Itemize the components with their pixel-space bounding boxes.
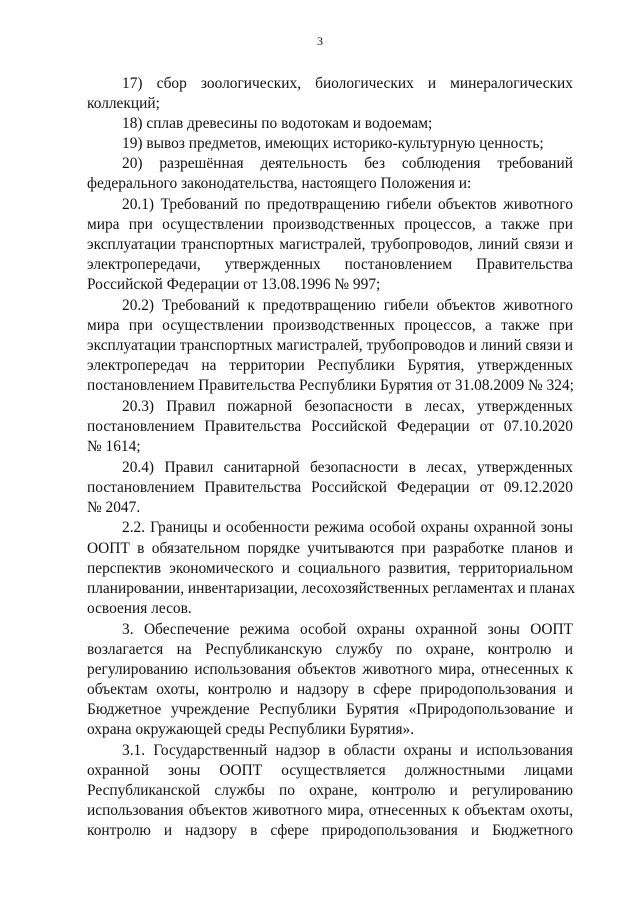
text-line: 20.2) Требований к предотвращению гибели объектов животного bbox=[122, 297, 573, 314]
text-line: 3.1. Государственный надзор в области охраны и использования bbox=[122, 742, 573, 759]
text-line: № 2047. bbox=[87, 499, 141, 516]
text-line: эксплуатации транспортных магистралей, трубопроводов, линий связи и bbox=[87, 236, 573, 253]
text-line: мира при осуществлении производственных процессов, а также при bbox=[87, 317, 573, 334]
text-line: электропередач на территории Республики Бурятия, утвержденных bbox=[87, 357, 573, 374]
text-line: постановлением Правительства Российской Федерации от 07.10.2020 bbox=[87, 418, 573, 435]
text-line: 20) разрешённая деятельность без соблюдения требований bbox=[122, 155, 573, 172]
text-line: 20.1) Требований по предотвращению гибели объектов животного bbox=[122, 196, 573, 213]
text-line: мира при осуществлении производственных процессов, а также при bbox=[87, 216, 573, 233]
text-line: Бюджетное учреждение Республики Бурятия «Природопользование и bbox=[87, 701, 573, 718]
text-line: федерального законодательства, настоящего Положения и: bbox=[87, 175, 472, 192]
text-line: регулированию использования объектов животного мира, отнесенных к bbox=[87, 661, 573, 678]
text-line: 20.3) Правил пожарной безопасности в лесах, утвержденных bbox=[122, 398, 573, 415]
page-number: 3 bbox=[317, 34, 323, 48]
text-line: планировании, инвентаризации, лесохозяйственных регламентах и планах bbox=[87, 580, 576, 597]
text-line: охрана окружающей среды Республики Бурятия». bbox=[87, 721, 415, 738]
text-line: постановлением Правительства Российской Федерации от 09.12.2020 bbox=[87, 479, 573, 496]
text-line: 3. Обеспечение режима особой охраны охранной зоны ООПТ bbox=[122, 621, 573, 638]
text-line: контролю и надзору в сфере природопользования и Бюджетного bbox=[87, 822, 573, 839]
text-line: 18) сплав древесины по водотокам и водоемам; bbox=[122, 115, 433, 132]
text-line: 19) вывоз предметов, имеющих историко-культурную ценность; bbox=[122, 135, 544, 152]
text-line: возлагается на Республиканскую службу по охране, контролю и bbox=[87, 641, 573, 658]
text-line: 20.4) Правил санитарной безопасности в лесах, утвержденных bbox=[122, 459, 573, 476]
text-line: 2.2. Границы и особенности режима особой охраны охранной зоны bbox=[122, 519, 573, 536]
text-line: охранной зоны ООПТ осуществляется должностными лицами bbox=[87, 762, 573, 779]
text-line: 17) сбор зоологических, биологических и минералогических bbox=[122, 75, 573, 92]
text-line: освоения лесов. bbox=[87, 600, 192, 617]
text-line: использования объектов животного мира, отнесенных к объектам охоты, bbox=[87, 802, 573, 819]
text-line: перспектив экономического и социального развития, территориальном bbox=[87, 560, 573, 577]
text-line: Российской Федерации от 13.08.1996 № 997; bbox=[87, 276, 381, 293]
text-line: коллекций; bbox=[87, 95, 160, 112]
text-line: объектам охоты, контролю и надзору в сфере природопользования и bbox=[87, 681, 573, 698]
text-line: № 1614; bbox=[87, 438, 141, 455]
text-line: эксплуатации транспортных магистралей, трубопроводов и линий связи и bbox=[87, 337, 573, 354]
text-line: ООПТ в обязательном порядке учитываются при разработке планов и bbox=[87, 540, 573, 557]
text-line: постановлением Правительства Республики Бурятия от 31.08.2009 № 324; bbox=[87, 377, 574, 394]
text-line: Республиканской службы по охране, контролю и регулированию bbox=[87, 782, 573, 799]
text-line: электропередачи, утвержденных постановлением Правительства bbox=[87, 256, 573, 273]
